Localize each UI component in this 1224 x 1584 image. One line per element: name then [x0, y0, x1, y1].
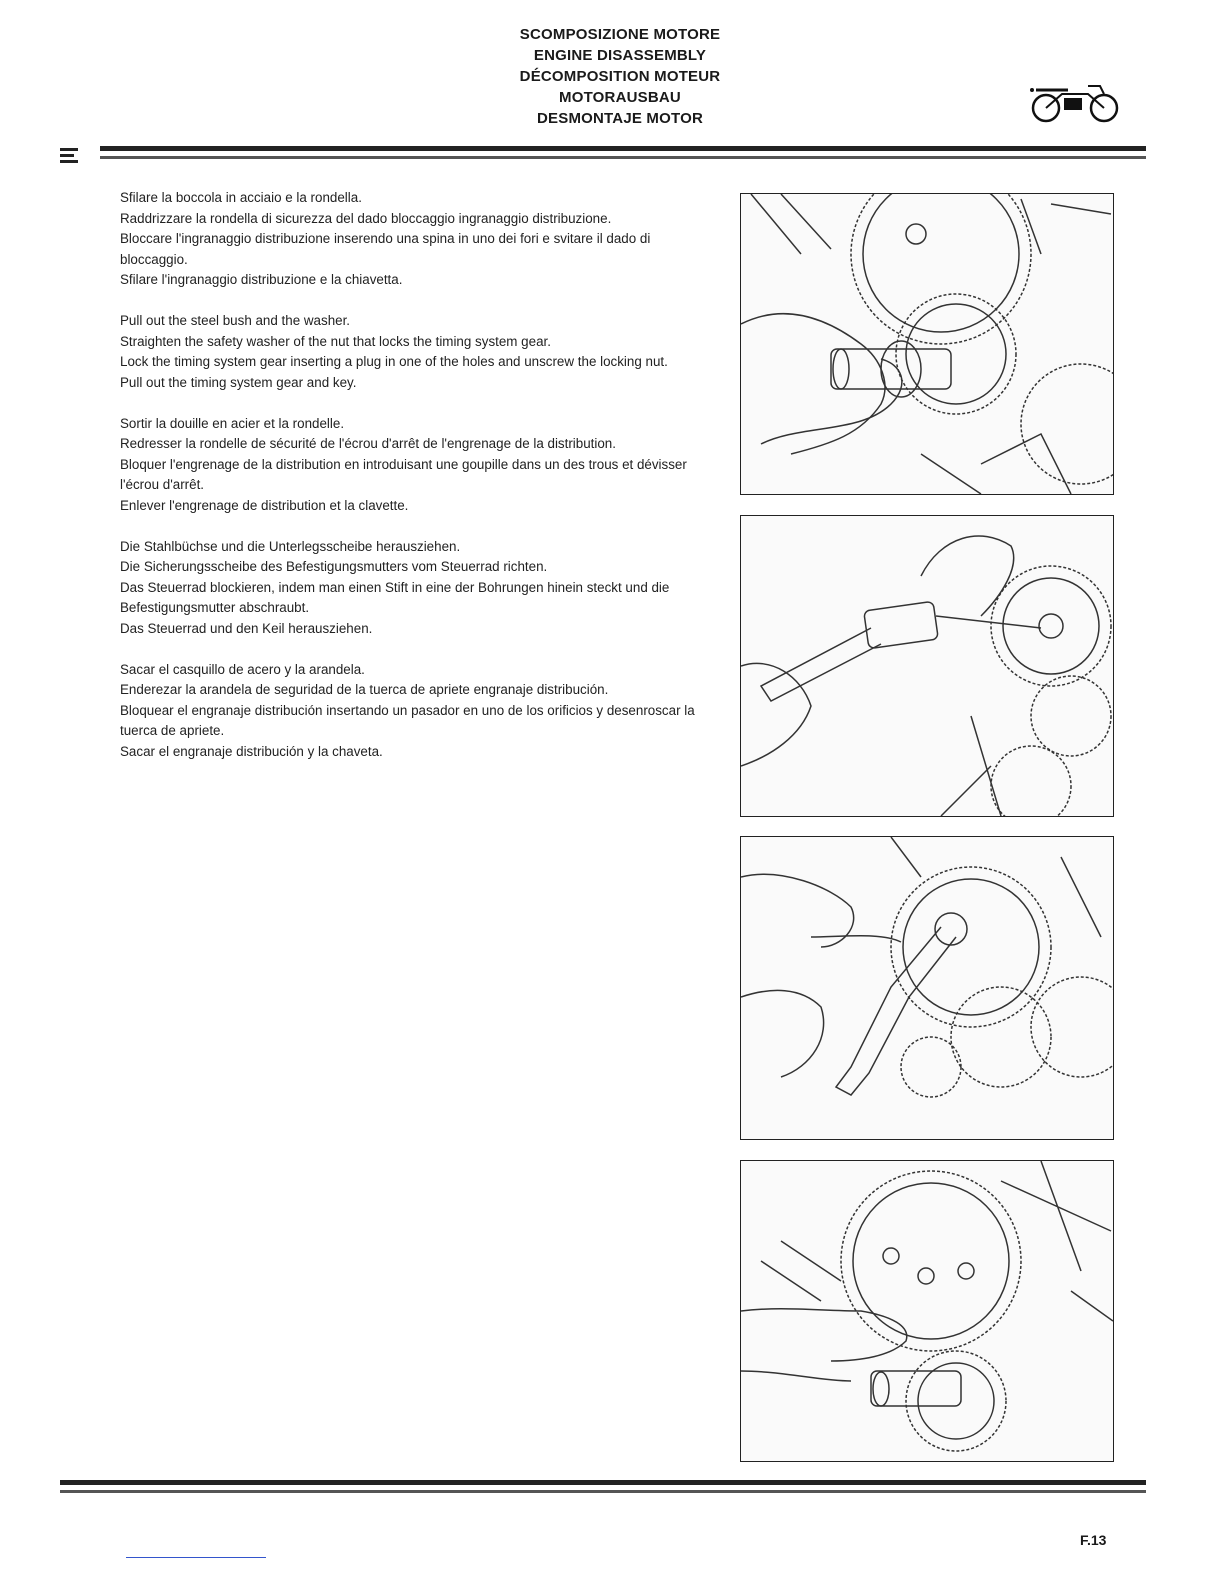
- page-header: [440, 24, 800, 129]
- hand-removing-bush-illustration: [740, 193, 1114, 495]
- text-line: Das Steuerrad blockieren, indem man einen Stift in eine der Bohrungen hinein steckt und die Befestigungsmutter abschraubt.: [120, 579, 670, 615]
- title-en: ENGINE DISASSEMBLY: [533, 47, 707, 64]
- text-line: Das Steuerrad und den Keil herausziehen.: [120, 620, 373, 636]
- title-it: SCOMPOSIZIONE MOTORE: [519, 26, 721, 43]
- text-line: Pull out the timing system gear and key.: [120, 374, 357, 390]
- text-line: Bloccare l'ingranaggio distribuzione inserendo una spina in uno dei fori e svitare il dado di bloccaggio.: [120, 231, 651, 267]
- wrench-unscrewing-nut-illustration: [740, 836, 1114, 1140]
- text-line: Pull out the steel bush and the washer.: [120, 313, 351, 328]
- removing-timing-gear-illustration: [740, 1160, 1114, 1462]
- text-line: Redresser la rondelle de sécurité de l'écrou d'arrêt de l'engrenage de la distribution.: [120, 436, 616, 451]
- text-line: Die Stahlbüchse und die Unterlegsscheibe herausziehen.: [120, 538, 461, 554]
- text-line: Bloquear el engranaje distribución insertando un pasador en uno de los orificios y desenroscar la tuerca de apriete.: [120, 702, 695, 738]
- motorcycle-icon: [1028, 78, 1124, 124]
- footer-underline: [126, 1557, 266, 1558]
- instructions-text: [120, 188, 720, 783]
- text-line: Bloquer l'engrenage de la distribution en introduisant une goupille dans un des trous et dévisser l'écrou d'arrêt.: [120, 456, 687, 492]
- text-line: Sfilare la boccola in acciaio e la rondella.: [120, 190, 362, 205]
- text-line: Enlever l'engrenage de distribution et la clavette.: [120, 497, 409, 513]
- text-line: Straighten the safety washer of the nut that locks the timing system gear.: [120, 333, 551, 349]
- footer-divider: [60, 1480, 1146, 1496]
- section-french: [120, 414, 720, 517]
- section-german: [120, 537, 720, 640]
- text-line: Sortir la douille en acier et la rondelle.: [120, 415, 345, 431]
- title-de: MOTORAUSBAU: [559, 89, 681, 106]
- section-english: [120, 311, 720, 393]
- title-es: DESMONTAJE MOTOR: [537, 110, 703, 127]
- text-line: Sacar el casquillo de acero y la arandela.: [120, 661, 365, 677]
- hammer-straightening-washer-illustration: [740, 515, 1114, 817]
- title-fr: DÉCOMPOSITION MOTEUR: [519, 68, 721, 85]
- text-line: Sfilare l'ingranaggio distribuzione e la chiavetta.: [120, 272, 403, 287]
- header-divider: [60, 146, 1146, 162]
- section-spanish: [120, 660, 720, 763]
- section-italian: [120, 188, 720, 291]
- text-line: Enderezar la arandela de seguridad de la tuerca de apriete engranaje distribución.: [120, 682, 609, 697]
- text-line: Sacar el engranaje distribución y la chaveta.: [120, 743, 383, 759]
- page-number: F.13: [1080, 1532, 1107, 1548]
- text-line: Die Sicherungsscheibe des Befestigungsmutters vom Steuerrad richten.: [120, 559, 548, 574]
- text-line: Lock the timing system gear inserting a plug in one of the holes and unscrew the locking nut.: [120, 354, 668, 369]
- text-line: Raddrizzare la rondella di sicurezza del dado bloccaggio ingranaggio distribuzione.: [120, 210, 612, 226]
